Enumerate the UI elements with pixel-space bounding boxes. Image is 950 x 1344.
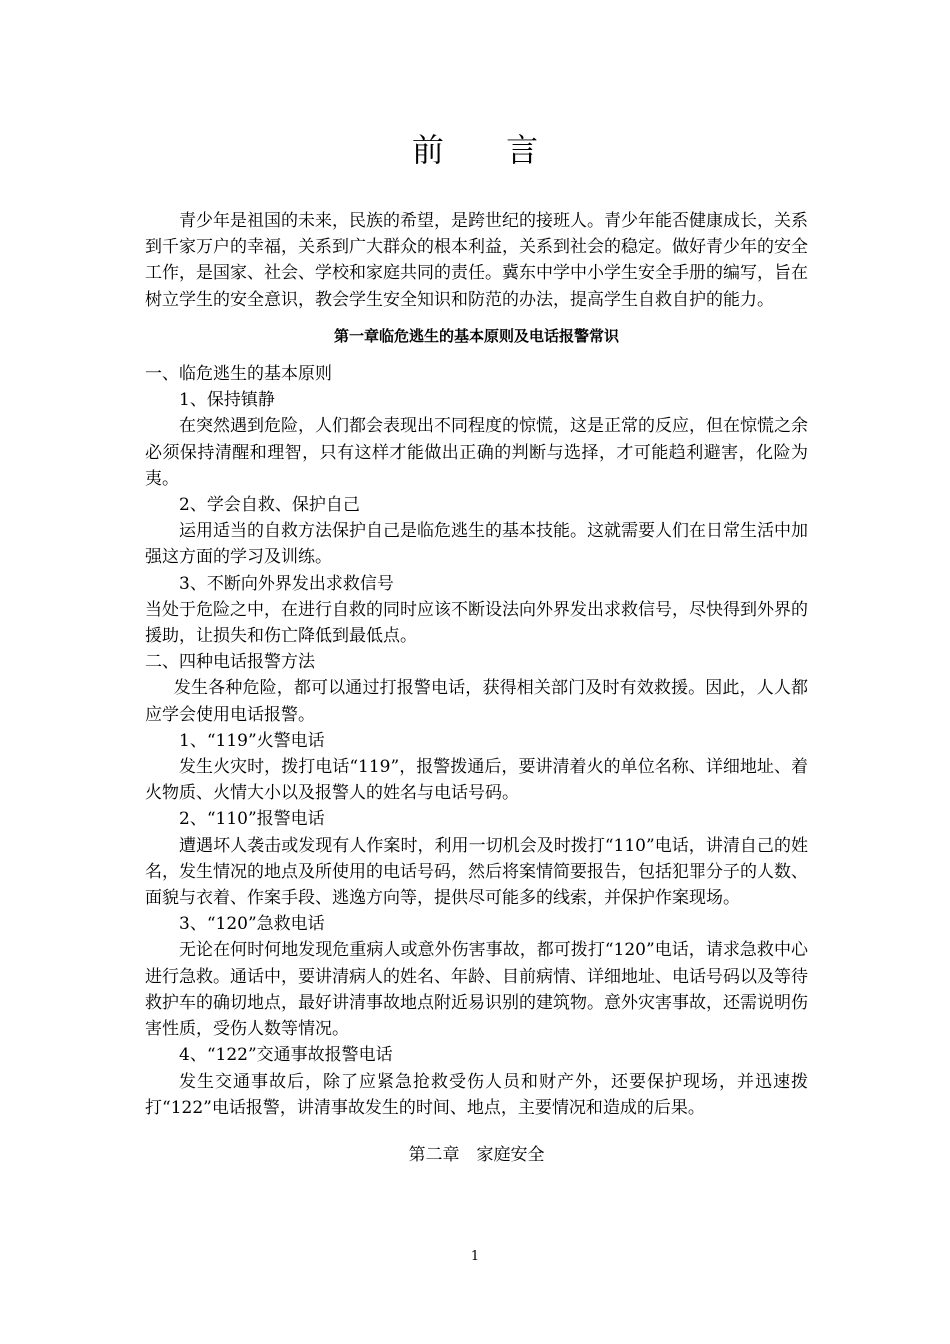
item-text: 发生火灾时，拨打电话“119”，报警拨通后，要讲清着火的单位名称、详细地址、着火物质、火情大小以及报警人的姓名与电话号码。	[145, 757, 808, 804]
chapter-heading: 第一章临危逃生的基本原则及电话报警常识	[333, 326, 619, 345]
item-title: 4、“122”交通事故报警电话	[179, 1045, 393, 1066]
page-title: 前 言	[411, 131, 565, 169]
preface-paragraph: 青少年是祖国的未来，民族的希望，是跨世纪的接班人。青少年能否健康成长，关系到千家万户的幸福，关系到广大群众的根本利益，关系到社会的稳定。做好青少年的安全工作，是国家、社会、学校和家庭共同的责任。冀东中学中小学生安全手册的编写，旨在树立学生的安全意识，教会学生安全知识和防范的办法，提高学生自救自护的能力。	[145, 211, 808, 310]
item-text: 运用适当的自救方法保护自己是临危逃生的基本技能。这就需要人们在日常生活中加强这方面的学习及训练。	[145, 521, 808, 568]
item-text: 无论在何时何地发现危重病人或意外伤害事故，都可拨打“120”电话，请求急救中心进行急救。通话中，要讲清病人的姓名、年龄、目前病情、详细地址、电话号码以及等待救护车的确切地点，最好讲清事故地点附近易识别的建筑物。意外灾害事故，还需说明伤害性质，受伤人数等情况。	[145, 940, 808, 1040]
page-number: 1	[470, 1249, 480, 1264]
item-text: 遭遇坏人袭击或发现有人作案时，利用一切机会及时拨打“110”电话，讲清自己的姓名，发生情况的地点及所使用的电话号码，然后将案情简要报告，包括犯罪分子的人数、面貌与衣着、作案手段、逃逸方向等，提供尽可能多的线索，并保护作案现场。	[145, 835, 808, 909]
document-body	[145, 208, 808, 1168]
section-intro: 发生各种危险，都可以通过打报警电话，获得相关部门及时有效救援。因此，人人都应学会使用电话报警。	[145, 678, 808, 725]
item-title: 2、学会自救、保护自己	[179, 495, 360, 516]
chapter-heading: 第二章 家庭安全	[408, 1144, 545, 1165]
section-heading: 一、临危逃生的基本原则	[145, 364, 332, 385]
section-heading: 二、四种电话报警方法	[145, 652, 315, 673]
item-title: 1、保持镇静	[179, 390, 275, 411]
item-title: 1、“119”火警电话	[179, 730, 325, 751]
item-text: 当处于危险之中，在进行自救的同时应该不断设法向外界发出求救信号，尽快得到外界的援助，让损失和伤亡降低到最低点。	[145, 599, 808, 647]
item-title: 3、“120”急救电话	[179, 914, 325, 935]
item-text: 在突然遇到危险，人们都会表现出不同程度的惊慌，这是正常的反应，但在惊慌之余必须保持清醒和理智，只有这样才能做出正确的判断与选择，才可能趋利避害，化险为夷。	[145, 416, 808, 489]
item-title: 3、不断向外界发出求救信号	[179, 573, 394, 594]
item-text: 发生交通事故后，除了应紧急抢救受伤人员和财产外，还要保护现场，并迅速拨打“122”电话报警，讲清事故发生的时间、地点，主要情况和造成的后果。	[145, 1071, 808, 1118]
item-title: 2、“110”报警电话	[179, 809, 325, 830]
